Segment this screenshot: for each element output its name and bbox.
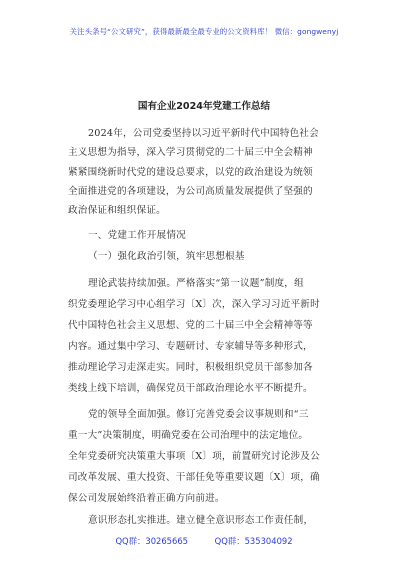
qq-group-2: QQ群：535304092 <box>214 536 293 546</box>
body-line: 党的领导全面加强。修订完善党委会议事规则和“三 <box>88 409 309 420</box>
section-heading: 一、党建工作开展情况 <box>88 230 186 241</box>
body-line: 紧紧围绕新时代党的建设总要求，以党的政治建设为统领 <box>68 167 313 178</box>
subsection-heading: （一）强化政治引领，筑牢思想根基 <box>88 251 245 262</box>
body-line: 推动理论学习走深走实。同时，积极组织党员干部参加各 <box>68 362 313 373</box>
body-line: 代中国特色社会主义思想、党的二十届三中全会精神等等 <box>68 320 313 331</box>
body-line: 2024年，公司党委坚持以习近平新时代中国特色社会 <box>88 128 319 139</box>
body-line: 织党委理论学习中心组学习〔X〕次，深入学习习近平新时 <box>68 299 320 310</box>
body-line: 理论武装持续加强。严格落实“第一议题”制度，组 <box>88 278 304 289</box>
qq-group-1: QQ群：30265665 <box>115 536 188 546</box>
footer <box>0 535 408 547</box>
body-line: 全面推进党的各项建设，为公司高质量发展提供了坚强的 <box>68 186 313 197</box>
body-line: 政治保证和组织保证。 <box>68 205 166 216</box>
body-line: 司改革发展、重大投资、干部任免等重要议题〔X〕项，确 <box>68 472 320 483</box>
top-banner: 关注头条号“公文研究”，获得最新最全最专业的公文资料库！ 微信：gongwenyj <box>69 27 339 36</box>
body-line: 全年党委研究决策重大事项〔X〕项，前置研究讨论涉及公 <box>68 451 320 462</box>
body-line: 主义思想为指导，深入学习贯彻党的二十届三中全会精神 <box>68 147 313 158</box>
body-line: 内容。通过集中学习、专题研讨、专家辅导等多种形式， <box>68 341 313 352</box>
body-line: 重一大”决策制度，明确党委在公司治理中的法定地位。 <box>68 430 309 441</box>
body-line: 意识形态扎实推进。建立健全意识形态工作责任制， <box>88 515 314 526</box>
body-line: 保公司发展始终沿着正确方向前进。 <box>68 493 225 504</box>
body-line: 类线上线下培训，确保党员干部政治理论水平不断提升。 <box>68 383 313 394</box>
document-title: 国有企业2024年党建工作总结 <box>137 101 271 112</box>
